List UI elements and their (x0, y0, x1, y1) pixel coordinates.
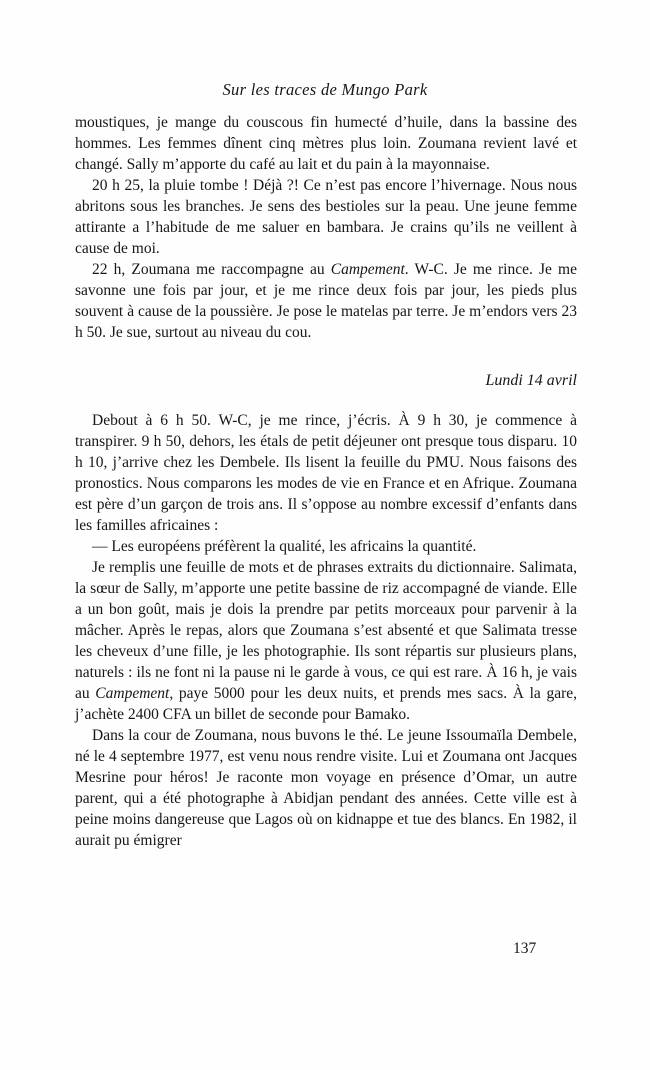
text-segment: Je remplis une feuille de mots et de phrases extraits du dictionnaire. Salimata, la sœur de Sally, m’apporte une petite bassine de riz accompagné de viande. Elle a un bon goût, mais je dois la prendre par petits morceaux pour parvenir à la mâcher. Après le repas, alors que Zoumana s’est absenté et que Salimata tresse les cheveux d’une fille, je les photographie. Ils sont répartis sur plusieurs plans, naturels : ils ne font ni la pause ni le garde à vous, ce qui est rare. À 16 h, je vais au (75, 559, 577, 702)
text-segment: , paye 5000 pour les deux nuits, et prends mes sacs. À la gare, j’achète 2400 CFA un billet de seconde pour Bamako. (75, 685, 577, 723)
text-segment: 22 h, Zoumana me raccompagne au (92, 261, 331, 278)
paragraph (75, 259, 577, 343)
italic-term: Campement (95, 685, 170, 702)
text-segment: . W-C. Je me rince. Je me savonne une fois par jour, et je me rince deux fois par jour, les pieds plus souvent à cause de la poussière. Je pose le matelas par terre. Je m’endors vers 23 h 50. Je sue, surtout au niveau du cou. (75, 261, 577, 341)
paragraph-continuation: moustiques, je mange du couscous fin humecté d’huile, dans la bassine des hommes. Les femmes dînent cinq mètres plus loin. Zoumana revient lavé et changé. Sally m’apporte du café au lait et du pain à la mayonnaise. (75, 114, 577, 173)
paragraph (75, 557, 577, 725)
paragraph: 20 h 25, la pluie tombe ! Déjà ?! Ce n’est pas encore l’hivernage. Nous nous abritons sous les branches. Je sens des bestioles sur la peau. Une jeune femme attirante a l’habitude de me saluer en bambara. Je crains qu’ils ne veillent à cause de moi. (75, 177, 577, 257)
running-header: Sur les traces de Mungo Park (222, 80, 428, 99)
paragraph: Debout à 6 h 50. W-C, je me rince, j’écris. À 9 h 30, je commence à transpirer. 9 h 50, dehors, les étals de petit déjeuner ont presque tous disparu. 10 h 10, j’arrive chez les Dembele. Ils lisent la feuille du PMU. Nous faisons des pronostics. Nous comparons les modes de vie en France et en Afrique. Zoumana est père d’un garçon de trois ans. Il s’oppose au nombre excessif d’enfants dans les familles africaines : (75, 412, 577, 534)
paragraph: Dans la cour de Zoumana, nous buvons le thé. Le jeune Issoumaïla Dembele, né le 4 septembre 1977, est venu nous rendre visite. Lui et Zoumana ont Jacques Mesrine pour héros! Je raconte mon voyage en présence d’Omar, un autre parent, qui a été photographe à Abidjan pendant des années. Cette ville est à peine moins dangereuse que Lagos où on kidnappe et tue des blancs. En 1982, il aurait pu émigrer (75, 727, 577, 849)
italic-term: Campement (330, 261, 405, 278)
dialogue-line: — Les européens préfèrent la qualité, les africains la quantité. (92, 538, 477, 555)
page-number: 137 (513, 940, 537, 957)
page-body (75, 112, 577, 851)
date-heading: Lundi 14 avril (485, 372, 577, 389)
